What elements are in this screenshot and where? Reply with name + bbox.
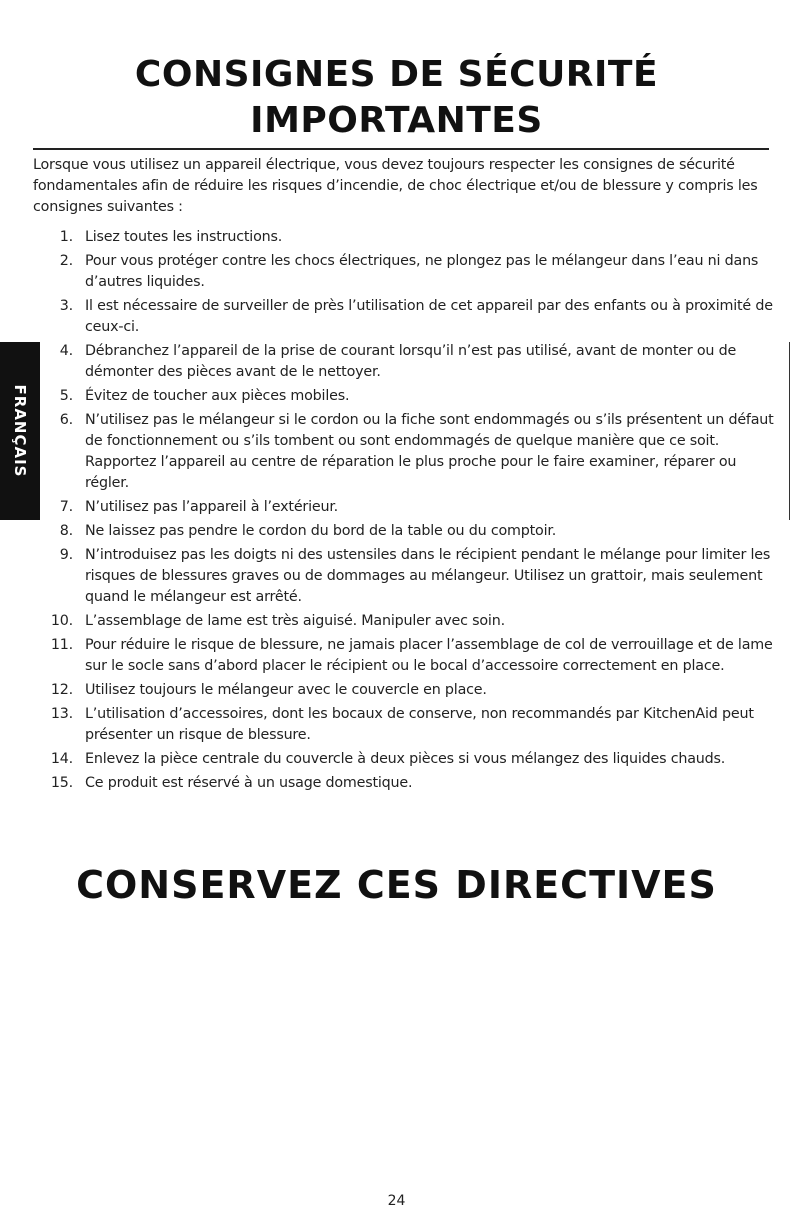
list-item bbox=[33, 611, 775, 632]
item-text: N’utilisez pas l’appareil à l’extérieur. bbox=[85, 499, 339, 515]
list-item bbox=[33, 635, 775, 677]
list-item bbox=[33, 521, 775, 542]
list-item bbox=[33, 410, 775, 494]
item-text: Il est nécessaire de surveiller de près l’utilisation de cet appareil par des enfants ou à proximité de ceux-ci. bbox=[85, 298, 773, 335]
language-side-tab bbox=[0, 342, 40, 520]
item-number: 7. bbox=[59, 499, 73, 515]
item-text: L’assemblage de lame est très aiguisé. Manipuler avec soin. bbox=[85, 613, 505, 629]
item-number: 1. bbox=[59, 229, 73, 245]
item-text: Évitez de toucher aux pièces mobiles. bbox=[85, 388, 350, 404]
item-text: Utilisez toujours le mélangeur avec le couvercle en place. bbox=[85, 682, 487, 698]
item-number: 6. bbox=[59, 412, 73, 428]
list-item bbox=[33, 296, 775, 338]
list-item bbox=[33, 386, 775, 407]
title-divider bbox=[33, 148, 769, 150]
item-number: 15. bbox=[50, 775, 73, 791]
title-line-2: IMPORTANTES bbox=[250, 100, 543, 141]
intro-paragraph: Lorsque vous utilisez un appareil électrique, vous devez toujours respecter les consignes de sécurité fondamentales afin de réduire les risques d’incendie, de choc électrique et/ou de blessure y compris les consignes suivantes : bbox=[33, 157, 758, 215]
list-item bbox=[33, 227, 775, 248]
title-line-1: CONSIGNES DE SÉCURITÉ bbox=[134, 54, 659, 95]
item-text: Pour réduire le risque de blessure, ne jamais placer l’assemblage de col de verrouillage et de lame sur le socle sans d’abord placer le récipient ou le bocal d’accessoire correctement en place. bbox=[85, 637, 773, 674]
item-text: Enlevez la pièce centrale du couvercle à deux pièces si vous mélangez des liquides chauds. bbox=[85, 751, 726, 767]
item-text: L’utilisation d’accessoires, dont les bocaux de conserve, non recommandés par KitchenAid peut présenter un risque de blessure. bbox=[85, 706, 754, 743]
item-number: 5. bbox=[59, 388, 73, 404]
language-tab-label: FRANÇAIS bbox=[11, 384, 29, 478]
item-number: 14. bbox=[50, 751, 73, 767]
safety-instructions-list bbox=[33, 227, 775, 797]
list-item bbox=[33, 497, 775, 518]
list-item bbox=[33, 680, 775, 701]
save-instructions-heading: CONSERVEZ CES DIRECTIVES bbox=[76, 863, 717, 907]
item-number: 3. bbox=[59, 298, 73, 314]
item-number: 9. bbox=[59, 547, 73, 563]
list-item bbox=[33, 749, 775, 770]
item-number: 8. bbox=[59, 523, 73, 539]
item-text: Ce produit est réservé à un usage domestique. bbox=[85, 775, 413, 791]
item-number: 4. bbox=[59, 343, 73, 359]
page-title bbox=[40, 52, 753, 144]
list-item bbox=[33, 704, 775, 746]
margin-marker-line bbox=[789, 342, 790, 520]
list-item bbox=[33, 773, 775, 794]
list-item bbox=[33, 251, 775, 293]
item-number: 10. bbox=[50, 613, 73, 629]
item-number: 13. bbox=[50, 706, 73, 722]
item-text: Pour vous protéger contre les chocs électriques, ne plongez pas le mélangeur dans l’eau ni dans d’autres liquides. bbox=[85, 253, 759, 290]
item-text: N’utilisez pas le mélangeur si le cordon ou la fiche sont endommagés ou s’ils présentent un défaut de fonctionnement ou s’ils tombent ou sont endommagés de quelque manière que ce soit. Rapportez l’appareil au centre de réparation le plus proche pour le faire examiner, réparer ou régler. bbox=[85, 412, 774, 491]
item-text: N’introduisez pas les doigts ni des ustensiles dans le récipient pendant le mélange pour limiter les risques de blessures graves ou de dommages au mélangeur. Utilisez un grattoir, mais seulement quand le mélangeur est arrêté. bbox=[85, 547, 771, 605]
item-number: 12. bbox=[50, 682, 73, 698]
page-number: 24 bbox=[387, 1193, 406, 1209]
list-item bbox=[33, 341, 775, 383]
item-number: 2. bbox=[59, 253, 73, 269]
item-text: Débranchez l’appareil de la prise de courant lorsqu’il n’est pas utilisé, avant de monter ou de démonter des pièces avant de le nettoyer. bbox=[85, 343, 737, 380]
list-item bbox=[33, 545, 775, 608]
item-text: Ne laissez pas pendre le cordon du bord de la table ou du comptoir. bbox=[85, 523, 557, 539]
item-number: 11. bbox=[50, 637, 73, 653]
item-text: Lisez toutes les instructions. bbox=[85, 229, 283, 245]
